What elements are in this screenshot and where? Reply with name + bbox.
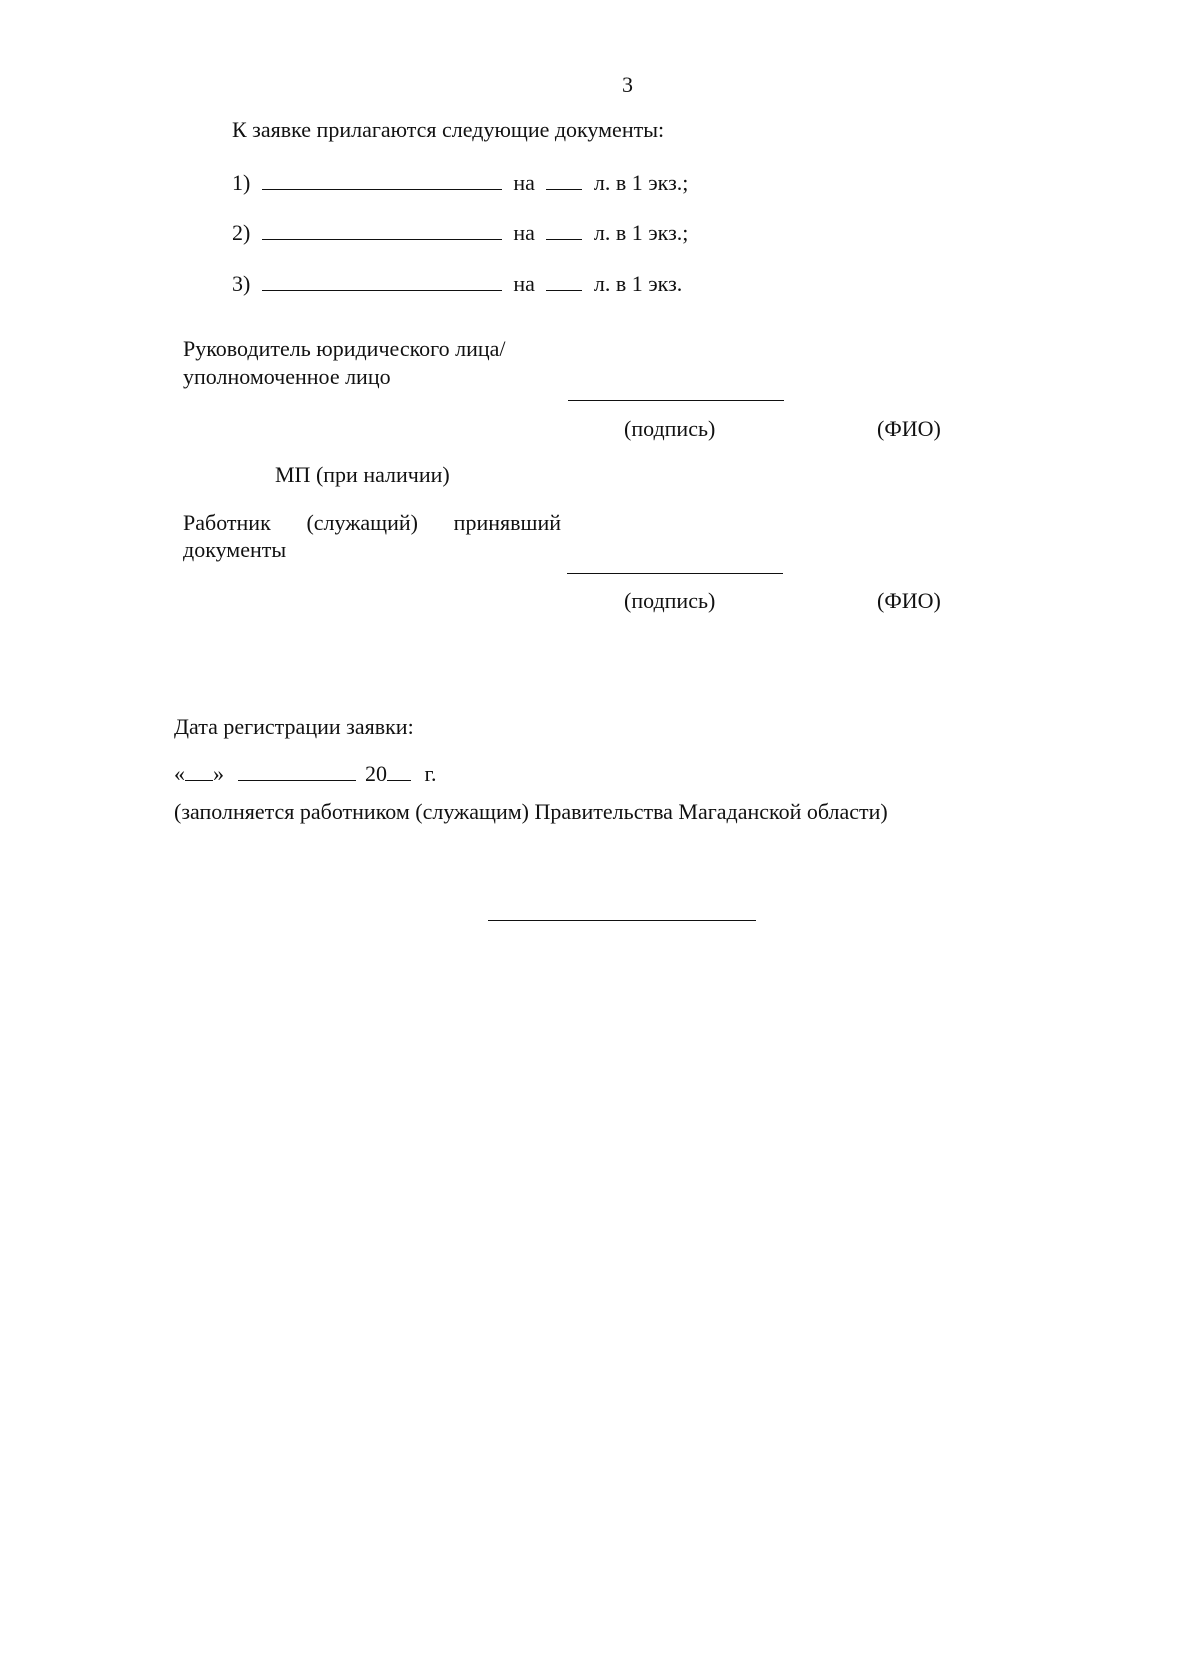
signatory-signature-label: (подпись) (624, 416, 716, 441)
attachment-na: на (513, 271, 535, 296)
registration-note: (заполняется работником (служащим) Правительства Магаданской области) (174, 799, 888, 824)
signatory-name-label: (ФИО) (877, 416, 941, 441)
attachment-number: 3) (232, 271, 251, 296)
receiver-title-line2: документы (183, 537, 287, 562)
document-name-blank (262, 169, 502, 190)
attachment-na: на (513, 220, 535, 245)
receiver-signature-label: (подпись) (624, 588, 716, 613)
year-suffix: г. (424, 761, 437, 786)
closing-separator-line (488, 920, 756, 921)
document-name-blank (262, 219, 502, 240)
signatory-signature-line (568, 400, 784, 401)
signatory-title: Руководитель юридического лица/ (183, 336, 506, 361)
open-quote: « (174, 761, 185, 786)
receiver-word: (служащий) (306, 510, 418, 535)
close-quote: » (213, 761, 224, 786)
attachment-number: 1) (232, 170, 251, 195)
attachment-rest: л. в 1 экз.; (593, 170, 689, 195)
day-blank (185, 760, 213, 781)
registration-date (174, 760, 437, 785)
attachment-item (232, 270, 682, 295)
year-blank (387, 760, 411, 781)
receiver-signature-line (567, 573, 783, 574)
receiver-word: Работник (183, 510, 271, 535)
page-count-blank (546, 270, 582, 291)
attachment-rest: л. в 1 экз. (593, 271, 683, 296)
page-number: 3 (622, 72, 633, 97)
signatory-title-line2: уполномоченное лицо (183, 364, 391, 389)
receiver-title (183, 512, 561, 534)
attachment-rest: л. в 1 экз.; (593, 220, 689, 245)
page-count-blank (546, 219, 582, 240)
attachments-heading: К заявке прилагаются следующие документы: (232, 117, 665, 142)
document-name-blank (262, 270, 502, 291)
attachment-na: на (513, 170, 535, 195)
attachment-item (232, 169, 688, 194)
attachment-item (232, 219, 688, 244)
month-blank (238, 760, 356, 781)
page-count-blank (546, 169, 582, 190)
receiver-name-label: (ФИО) (877, 588, 941, 613)
attachment-number: 2) (232, 220, 251, 245)
year-prefix: 20 (365, 761, 387, 786)
stamp-label: МП (при наличии) (275, 462, 450, 487)
receiver-word: принявший (453, 510, 561, 535)
registration-label: Дата регистрации заявки: (174, 714, 414, 739)
